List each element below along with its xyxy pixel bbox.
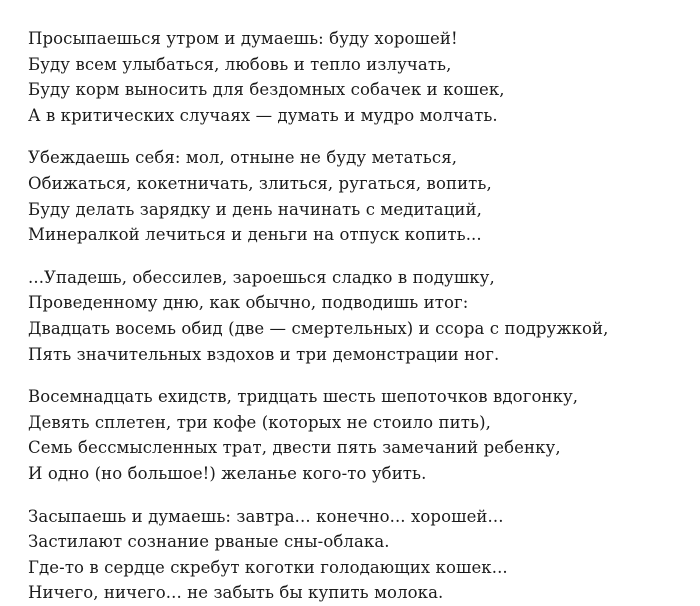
- poem-line: Пять значительных вздохов и три демонстрации ног.: [28, 344, 500, 364]
- poem-line: Убеждаешь себя: мол, отныне не буду метаться,: [28, 148, 458, 168]
- poem-line: Семь бессмысленных трат, двести пять замечаний ребенку,: [28, 438, 561, 458]
- poem-line: Просыпаешься утром и думаешь: буду хорошей!: [28, 29, 458, 48]
- poem-line: И одно (но большое!) желанье кого-то убить.: [28, 463, 427, 483]
- poem-line: Обижаться, кокетничать, злиться, ругаться, вопить,: [28, 173, 492, 193]
- poem-stanza: [28, 145, 680, 247]
- poem-line: Проведенному дню, как обычно, подводишь итог:: [28, 293, 469, 313]
- poem-stanza: [28, 26, 680, 128]
- poem-line: Буду всем улыбаться, любовь и тепло излучать,: [28, 54, 452, 74]
- poem-line: Буду корм выносить для бездомных собачек и кошек,: [28, 80, 505, 100]
- poem-line: ...Упадешь, обессилев, зароешься сладко в подушку,: [28, 267, 495, 287]
- poem-line: Минералкой лечиться и деньги на отпуск копить...: [28, 225, 482, 245]
- poem-line: Буду делать зарядку и день начинать с медитаций,: [28, 199, 482, 219]
- poem-stanza: [28, 384, 680, 486]
- poem-line: Где-то в сердце скребут коготки голодающих кошек...: [28, 557, 508, 577]
- poem-stanza: [28, 504, 680, 606]
- poem-line: Девять сплетен, три кофе (которых не стоило пить),: [28, 412, 491, 432]
- poem-line: Восемнадцать ехидств, тридцать шесть шепоточков вдогонку,: [28, 387, 579, 407]
- poem-line: Застилают сознание рваные сны-облака.: [28, 532, 390, 552]
- poem-line: Двадцать восемь обид (две — смертельных) и ссора с подружкой,: [28, 318, 609, 338]
- poem-stanza: [28, 265, 680, 367]
- poem-line: Засыпаешь и думаешь: завтра... конечно... хорошей...: [28, 506, 504, 526]
- poem-line: А в критических случаях — думать и мудро молчать.: [28, 105, 498, 125]
- poem-line: Ничего, ничего... не забыть бы купить молока.: [28, 583, 444, 603]
